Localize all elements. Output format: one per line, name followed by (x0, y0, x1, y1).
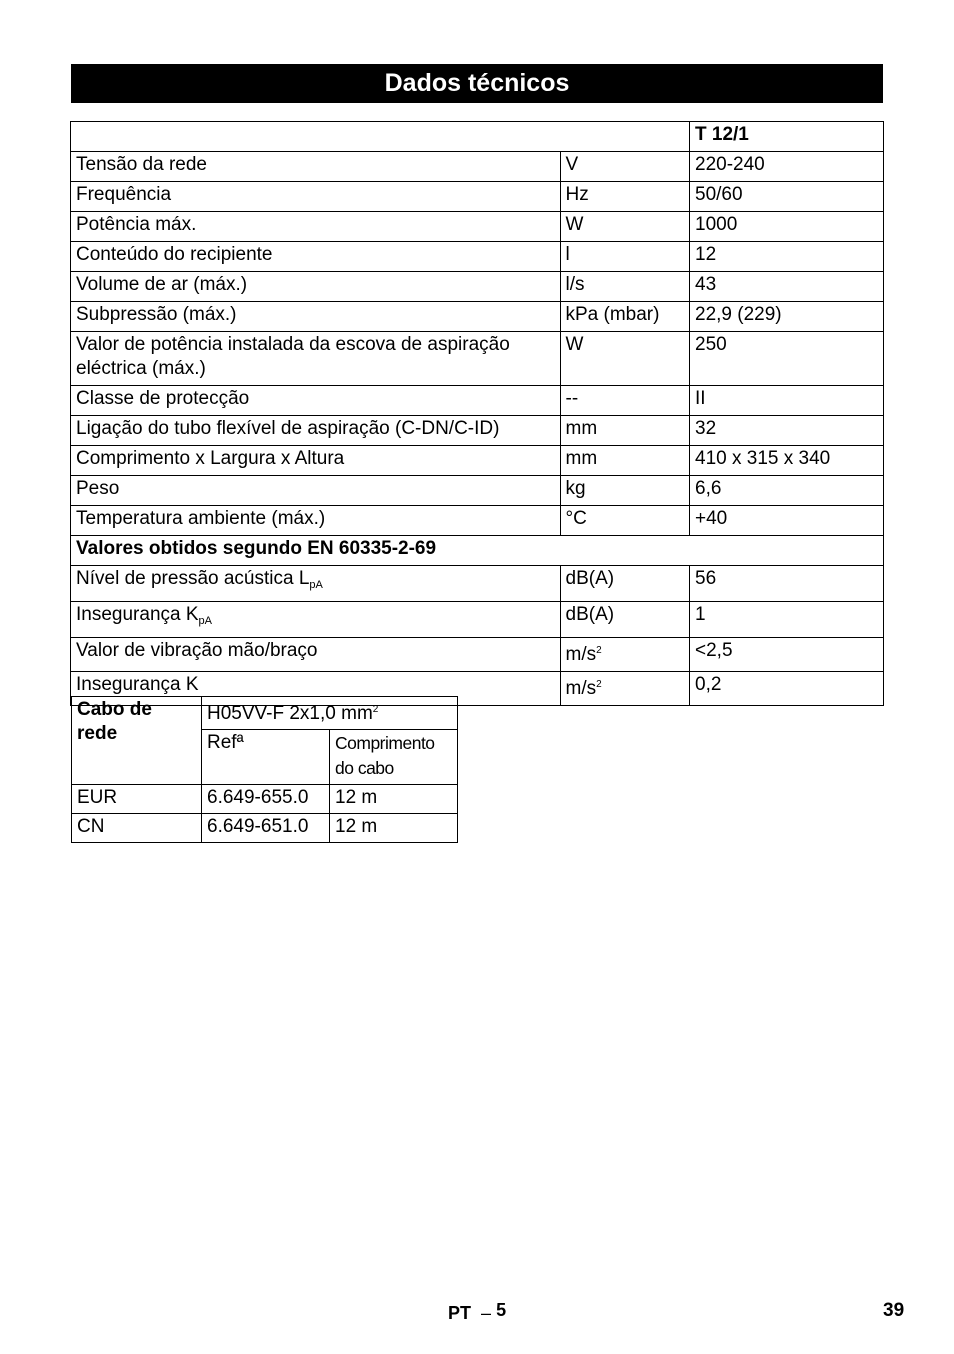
row-unit: kPa (mbar) (560, 302, 690, 332)
table-row (71, 602, 884, 638)
row-unit: Hz (560, 182, 690, 212)
row-value: 32 (690, 416, 884, 446)
row-label: Subpressão (máx.) (71, 302, 561, 332)
row-unit: W (560, 212, 690, 242)
page-title: Dados técnicos (71, 64, 883, 103)
power-cable-table (71, 696, 458, 843)
row-value: 410 x 315 x 340 (690, 446, 884, 476)
row-unit: mm (560, 446, 690, 476)
cable-type (202, 697, 458, 730)
cable-ref: 6.649-655.0 (202, 785, 330, 814)
footer-dash: – (481, 1303, 492, 1323)
table-row (71, 332, 884, 386)
footer-section-page: 5 (496, 1300, 507, 1320)
table-row (71, 212, 884, 242)
row-unit (560, 638, 690, 672)
row-unit: l/s (560, 272, 690, 302)
row-label: Valor de potência instalada da escova de aspiração eléctrica (máx.) (71, 332, 561, 386)
unit-text: m/s (565, 644, 597, 665)
row-unit: °C (560, 506, 690, 536)
model-header: T 12/1 (690, 122, 884, 152)
row-unit: -- (560, 386, 690, 416)
row-value: II (690, 386, 884, 416)
row-value: 1000 (690, 212, 884, 242)
row-label: Insegurança K (71, 672, 561, 706)
table-row (71, 506, 884, 536)
row-value: 6,6 (690, 476, 884, 506)
table-row (71, 272, 884, 302)
row-label: Valor de vibração mão/braço (71, 638, 561, 672)
cable-type-text: H05VV-F 2x1,0 mm (207, 703, 373, 724)
row-label (71, 566, 561, 602)
row-unit: l (560, 242, 690, 272)
page-number: 39 (883, 1300, 905, 1321)
label-text: Nível de pressão acústica L (76, 568, 310, 589)
row-label: Ligação do tubo flexível de aspiração (C-DN/C-ID) (71, 416, 561, 446)
cable-header-row (72, 697, 458, 730)
row-value: 220-240 (690, 152, 884, 182)
row-unit: kg (560, 476, 690, 506)
table-row (72, 814, 458, 843)
header-empty-cell (71, 122, 561, 152)
cable-region: EUR (72, 785, 202, 814)
row-unit: W (560, 332, 690, 386)
table-row (71, 638, 884, 672)
row-label: Classe de protecção (71, 386, 561, 416)
table-row (71, 446, 884, 476)
cable-header-label: Cabo de rede (72, 697, 202, 785)
row-value: +40 (690, 506, 884, 536)
label-subscript: pA (198, 615, 212, 627)
table-row (71, 566, 884, 602)
technical-data-table (70, 121, 884, 706)
cable-length: 12 m (330, 785, 458, 814)
row-label: Tensão da rede (71, 152, 561, 182)
row-label: Potência máx. (71, 212, 561, 242)
row-unit: dB(A) (560, 566, 690, 602)
table-row (71, 386, 884, 416)
row-unit: dB(A) (560, 602, 690, 638)
row-unit: V (560, 152, 690, 182)
table-row (71, 182, 884, 212)
row-label (71, 602, 561, 638)
col-length-header: Comprimento do cabo (330, 730, 458, 785)
row-label: Peso (71, 476, 561, 506)
row-value: 56 (690, 566, 884, 602)
row-unit (560, 672, 690, 706)
label-text: Insegurança K (76, 604, 199, 625)
unit-superscript: 2 (596, 679, 602, 690)
unit-superscript: 2 (596, 645, 602, 656)
row-value: <2,5 (690, 638, 884, 672)
row-label: Conteúdo do recipiente (71, 242, 561, 272)
table-row (71, 152, 884, 182)
row-label: Comprimento x Largura x Altura (71, 446, 561, 476)
cable-ref: 6.649-651.0 (202, 814, 330, 843)
row-label: Frequência (71, 182, 561, 212)
table-header-row (71, 122, 884, 152)
cable-type-superscript: 2 (372, 704, 379, 715)
row-label: Volume de ar (máx.) (71, 272, 561, 302)
footer-section-label (448, 1300, 506, 1324)
table-row (71, 476, 884, 506)
header-empty-cell (560, 122, 690, 152)
cable-region: CN (72, 814, 202, 843)
footer-lang: PT (448, 1303, 472, 1323)
cable-length: 12 m (330, 814, 458, 843)
row-unit: mm (560, 416, 690, 446)
row-value: 12 (690, 242, 884, 272)
table-row (71, 416, 884, 446)
row-value: 43 (690, 272, 884, 302)
row-value: 50/60 (690, 182, 884, 212)
col-ref-header: Refª (202, 730, 330, 785)
table-row (71, 302, 884, 332)
row-value: 250 (690, 332, 884, 386)
table-row (71, 242, 884, 272)
row-label: Temperatura ambiente (máx.) (71, 506, 561, 536)
row-value: 0,2 (690, 672, 884, 706)
section-header-row (71, 536, 884, 566)
label-subscript: pA (309, 579, 323, 591)
row-value: 22,9 (229) (690, 302, 884, 332)
row-value: 1 (690, 602, 884, 638)
table-row (72, 785, 458, 814)
section-header: Valores obtidos segundo EN 60335-2-69 (71, 536, 884, 566)
unit-text: m/s (565, 678, 597, 699)
